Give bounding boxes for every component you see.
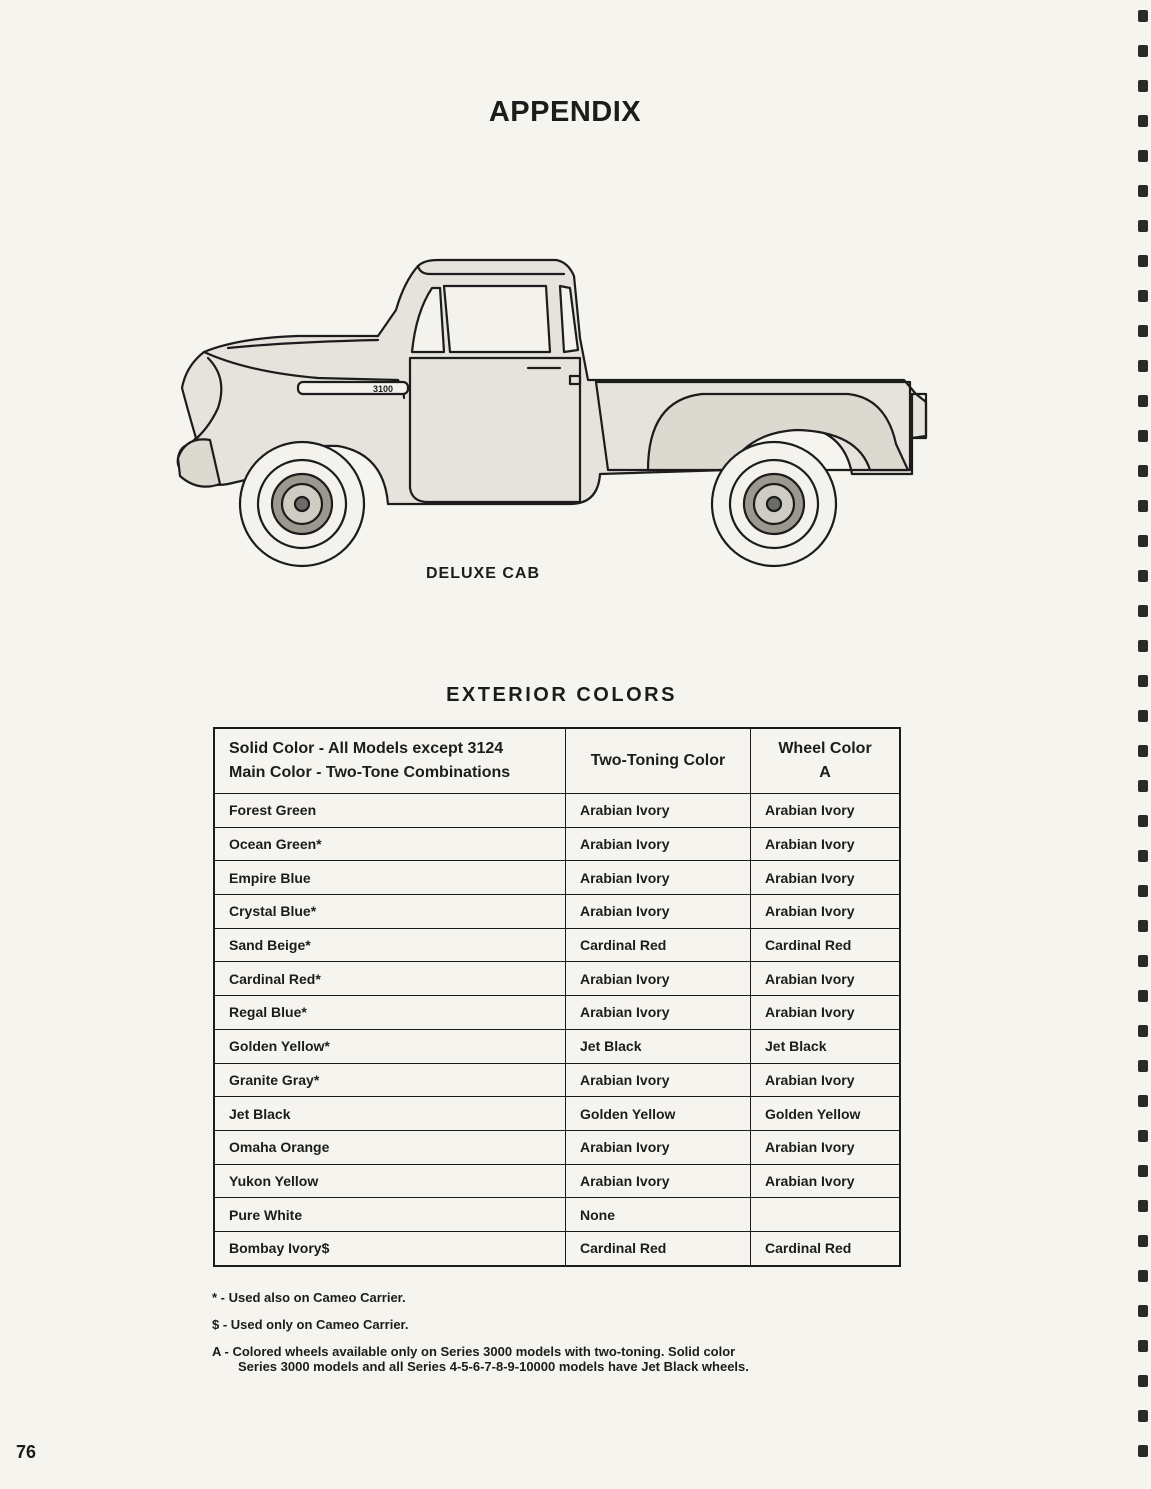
wheel-color-header bbox=[751, 728, 901, 794]
solid-color-cell: Omaha Orange bbox=[214, 1130, 566, 1164]
binding-ring bbox=[1138, 1060, 1148, 1072]
binding-ring bbox=[1138, 1130, 1148, 1142]
binding-ring bbox=[1138, 1410, 1148, 1422]
binding-ring bbox=[1138, 255, 1148, 267]
binding-ring bbox=[1138, 1445, 1148, 1457]
two-tone-cell: Arabian Ivory bbox=[566, 827, 751, 861]
binding-ring bbox=[1138, 780, 1148, 792]
footnote-dollar: $ - Used only on Cameo Carrier. bbox=[212, 1317, 409, 1332]
binding-ring bbox=[1138, 290, 1148, 302]
table-row bbox=[214, 928, 900, 962]
table-row bbox=[214, 827, 900, 861]
binding-ring bbox=[1138, 185, 1148, 197]
table-row bbox=[214, 895, 900, 929]
solid-color-cell: Cardinal Red* bbox=[214, 962, 566, 996]
page-number: 76 bbox=[16, 1442, 37, 1462]
table-row bbox=[214, 861, 900, 895]
rear-wheel bbox=[712, 442, 836, 566]
two-tone-cell: Arabian Ivory bbox=[566, 996, 751, 1030]
binding-ring bbox=[1138, 570, 1148, 582]
solid-color-cell: Forest Green bbox=[214, 794, 566, 828]
binding-ring bbox=[1138, 1305, 1148, 1317]
solid-color-cell: Golden Yellow* bbox=[214, 1029, 566, 1063]
table-row bbox=[214, 962, 900, 996]
page-title: APPENDIX bbox=[488, 96, 642, 128]
solid-color-cell: Sand Beige* bbox=[214, 928, 566, 962]
solid-color-cell: Bombay Ivory$ bbox=[214, 1231, 566, 1265]
wheel-color-cell: Cardinal Red bbox=[751, 1231, 901, 1265]
binding-ring bbox=[1138, 430, 1148, 442]
two-tone-cell: None bbox=[566, 1198, 751, 1232]
binding-ring bbox=[1138, 605, 1148, 617]
solid-color-cell: Crystal Blue* bbox=[214, 895, 566, 929]
solid-color-cell: Regal Blue* bbox=[214, 996, 566, 1030]
two-tone-cell: Jet Black bbox=[566, 1029, 751, 1063]
table-row bbox=[214, 1231, 900, 1265]
two-tone-cell: Cardinal Red bbox=[566, 1231, 751, 1265]
binding-ring bbox=[1138, 1235, 1148, 1247]
wheel-color-cell: Golden Yellow bbox=[751, 1097, 901, 1131]
wheel-color-cell: Jet Black bbox=[751, 1029, 901, 1063]
solid-color-header-line2: Main Color - Two-Tone Combinations bbox=[229, 764, 511, 781]
table-row bbox=[214, 1198, 900, 1232]
wheel-color-cell: Arabian Ivory bbox=[751, 1130, 901, 1164]
wheel-color-header-line1: Wheel Color bbox=[778, 740, 872, 757]
spiral-binding bbox=[1135, 0, 1151, 1489]
footnote-star: * - Used also on Cameo Carrier. bbox=[212, 1290, 406, 1305]
binding-ring bbox=[1138, 955, 1148, 967]
binding-ring bbox=[1138, 710, 1148, 722]
two-tone-cell: Golden Yellow bbox=[566, 1097, 751, 1131]
binding-ring bbox=[1138, 325, 1148, 337]
binding-ring bbox=[1138, 150, 1148, 162]
binding-ring bbox=[1138, 395, 1148, 407]
wheel-color-cell: Arabian Ivory bbox=[751, 962, 901, 996]
solid-color-cell: Pure White bbox=[214, 1198, 566, 1232]
two-tone-cell: Arabian Ivory bbox=[566, 1130, 751, 1164]
table-header-row bbox=[214, 728, 900, 794]
binding-ring bbox=[1138, 745, 1148, 757]
table-row bbox=[214, 996, 900, 1030]
table-row bbox=[214, 794, 900, 828]
exterior-colors-heading: EXTERIOR COLORS bbox=[446, 684, 677, 706]
binding-ring bbox=[1138, 1200, 1148, 1212]
solid-color-cell: Yukon Yellow bbox=[214, 1164, 566, 1198]
exterior-colors-table bbox=[213, 727, 901, 1267]
solid-color-cell: Ocean Green* bbox=[214, 827, 566, 861]
wheel-color-footnote-mark: A bbox=[819, 764, 831, 781]
two-tone-cell: Cardinal Red bbox=[566, 928, 751, 962]
solid-color-cell: Granite Gray* bbox=[214, 1063, 566, 1097]
binding-ring bbox=[1138, 1025, 1148, 1037]
binding-ring bbox=[1138, 500, 1148, 512]
table-row bbox=[214, 1164, 900, 1198]
deluxe-cab-truck-illustration bbox=[168, 248, 948, 568]
binding-ring bbox=[1138, 1375, 1148, 1387]
binding-ring bbox=[1138, 465, 1148, 477]
front-wheel bbox=[240, 442, 364, 566]
binding-ring bbox=[1138, 80, 1148, 92]
footnotes bbox=[212, 1290, 749, 1386]
binding-ring bbox=[1138, 10, 1148, 22]
footnote-wheel-line1: A - Colored wheels available only on Series 3000 models with two-toning. Solid color bbox=[212, 1344, 736, 1359]
wheel-color-cell: Arabian Ivory bbox=[751, 827, 901, 861]
binding-ring bbox=[1138, 675, 1148, 687]
binding-ring bbox=[1138, 850, 1148, 862]
table-row bbox=[214, 1029, 900, 1063]
wheel-color-cell: Arabian Ivory bbox=[751, 861, 901, 895]
table-row bbox=[214, 1063, 900, 1097]
footnote-wheel bbox=[212, 1344, 749, 1374]
binding-ring bbox=[1138, 360, 1148, 372]
side-window bbox=[444, 286, 550, 352]
wheel-color-cell: Arabian Ivory bbox=[751, 1164, 901, 1198]
binding-ring bbox=[1138, 1095, 1148, 1107]
two-tone-cell: Arabian Ivory bbox=[566, 962, 751, 996]
binding-ring bbox=[1138, 990, 1148, 1002]
wheel-color-cell bbox=[751, 1198, 901, 1232]
wheel-color-cell: Arabian Ivory bbox=[751, 794, 901, 828]
binding-ring bbox=[1138, 115, 1148, 127]
wheel-color-cell: Cardinal Red bbox=[751, 928, 901, 962]
table-row bbox=[214, 1130, 900, 1164]
solid-color-cell: Empire Blue bbox=[214, 861, 566, 895]
binding-ring bbox=[1138, 220, 1148, 232]
wheel-color-cell: Arabian Ivory bbox=[751, 1063, 901, 1097]
solid-color-header bbox=[214, 728, 566, 794]
binding-ring bbox=[1138, 815, 1148, 827]
wheel-color-cell: Arabian Ivory bbox=[751, 996, 901, 1030]
two-tone-cell: Arabian Ivory bbox=[566, 895, 751, 929]
solid-color-cell: Jet Black bbox=[214, 1097, 566, 1131]
table-row bbox=[214, 1097, 900, 1131]
binding-ring bbox=[1138, 1165, 1148, 1177]
hood-badge: 3100 bbox=[373, 384, 394, 394]
binding-ring bbox=[1138, 920, 1148, 932]
two-tone-cell: Arabian Ivory bbox=[566, 794, 751, 828]
two-tone-cell: Arabian Ivory bbox=[566, 1164, 751, 1198]
binding-ring bbox=[1138, 1340, 1148, 1352]
wheel-color-cell: Arabian Ivory bbox=[751, 895, 901, 929]
binding-ring bbox=[1138, 535, 1148, 547]
two-tone-cell: Arabian Ivory bbox=[566, 1063, 751, 1097]
binding-ring bbox=[1138, 640, 1148, 652]
solid-color-header-line1: Solid Color - All Models except 3124 bbox=[229, 740, 504, 757]
binding-ring bbox=[1138, 885, 1148, 897]
figure-caption: DELUXE CAB bbox=[426, 565, 541, 582]
footnote-wheel-line2: Series 3000 models and all Series 4-5-6-7-8-9-10000 models have Jet Black wheels. bbox=[238, 1359, 749, 1374]
binding-ring bbox=[1138, 45, 1148, 57]
binding-ring bbox=[1138, 1270, 1148, 1282]
two-toning-header: Two-Toning Color bbox=[566, 728, 751, 794]
two-tone-cell: Arabian Ivory bbox=[566, 861, 751, 895]
